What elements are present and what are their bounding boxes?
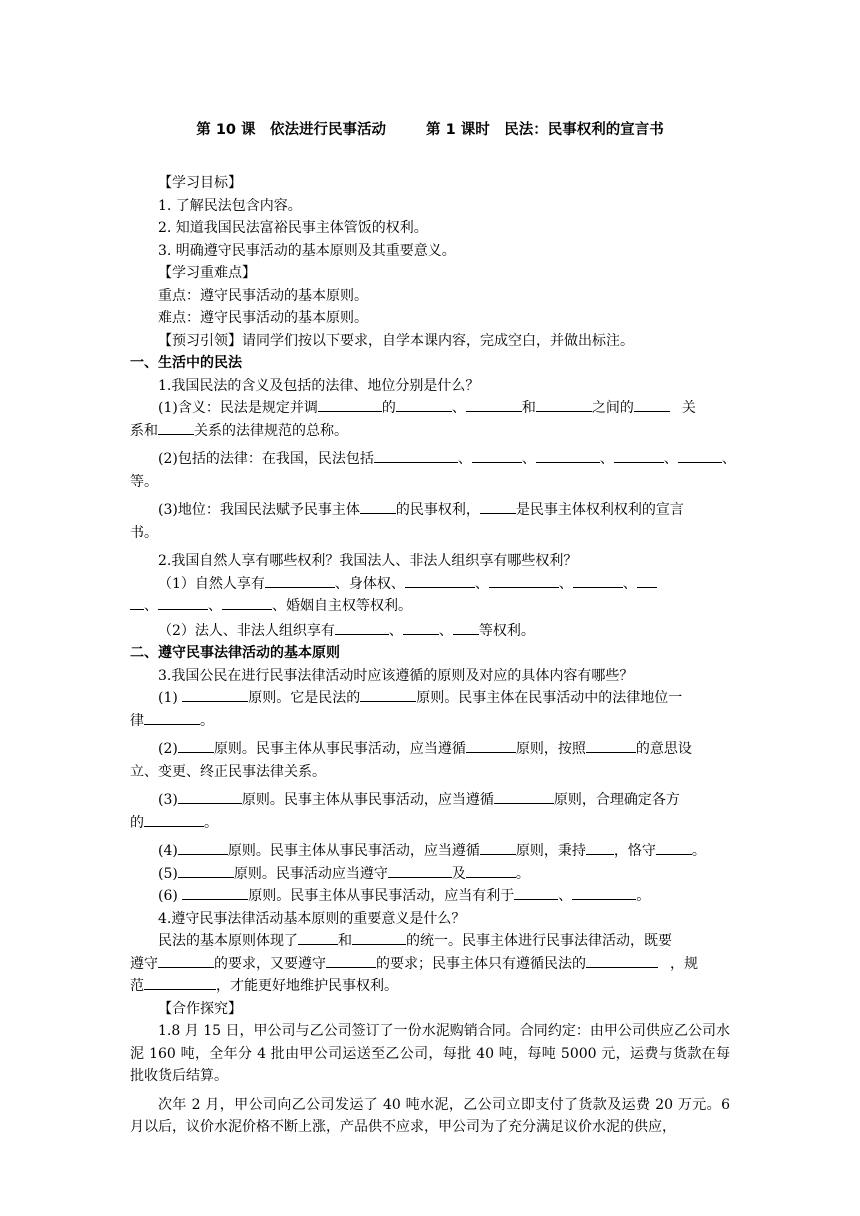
blank[interactable] [480,499,516,514]
blank[interactable] [318,397,382,412]
blank[interactable] [182,885,248,900]
blank[interactable] [352,930,406,945]
fill-line: 系和 关系的法律规范的总称。 [130,420,730,443]
period-name: 第 1 课时 民法：民事权利的宣言书 [426,122,664,138]
fill-line: （2）法人、非法人组织享有 、 、 等权利。 [130,620,730,643]
fill-line: 遵守 的要求，又要遵守 的要求；民事主体只有遵循民法的 ，规 [130,953,730,976]
blank[interactable] [178,738,214,753]
fill-line: (3) 原则。民事主体从事民事活动，应当遵循 原则，合理确定各方 [130,789,730,812]
blank[interactable] [514,885,558,900]
blank[interactable] [489,573,559,588]
fill-line: (2) 原则。民事主体从事民事活动，应当遵循 原则，按照 的意思设 [130,738,730,761]
blank[interactable] [634,397,670,412]
blank[interactable] [472,448,522,463]
lesson-name: 第 10 课 依法进行民事活动 [196,122,387,138]
fill-line: 律 。 [130,710,730,733]
blank[interactable] [158,595,208,610]
fill-line: 、 、 、婚姻自主权等权利。 [130,595,730,618]
blank[interactable] [405,573,475,588]
question: 3.我国公民在进行民事法律活动时应该遵循的原则及对应的具体内容有哪些？ [158,667,634,684]
fill-line: （1）自然人享有 、身体权、 、 、 、 [130,573,730,596]
blank[interactable] [466,863,516,878]
blank[interactable] [536,397,592,412]
blank[interactable] [144,812,204,827]
question: 2.我国自然人享有哪些权利？我国法人、非法人组织享有哪些权利？ [158,553,578,569]
difficult-point: 难点：遵守民事活动的基本原则。 [158,310,368,326]
goal-item: 2. 知道我国民法富裕民事主体管饭的权利。 [158,220,428,236]
blank[interactable] [480,840,516,855]
goal-item: 1. 了解民法包含内容。 [158,197,302,214]
fill-line: 等。 [130,473,158,490]
case-paragraph: 1.8 月 15 日，甲公司与乙公司签订了一份水泥购销合同。合同约定：由甲公司供应乙公司水泥 160 吨，全年分 4 批由甲公司运送至乙公司，每批 40 吨，每吨 5000 元，运费与货款在每批收货后结算。 [130,1023,730,1084]
fill-line: (3)地位：我国民法赋予民事主体 的民事权利， 是民事主体权利权利的宣言 [130,499,730,522]
question: 4.遵守民事法律活动基本原则的重要意义是什么？ [158,910,466,927]
blank[interactable] [182,687,248,702]
lesson-title [0,118,860,139]
blank[interactable] [360,687,416,702]
blank[interactable] [326,953,376,968]
heading-goals: 【学习目标】 [158,175,242,191]
blank[interactable] [466,738,516,753]
key-point: 重点：遵守民事活动的基本原则。 [158,287,368,304]
heading-cooperation: 【合作探究】 [158,1000,242,1017]
blank[interactable] [178,789,242,804]
case-paragraph: 次年 2 月，甲公司向乙公司发运了 40 吨水泥，乙公司立即支付了货款及运费 20 万元。6 月以后，议价水泥价格不断上涨，产品供不应求，甲公司为了充分满足议价水泥的供应， [130,1096,730,1135]
fill-line: (1)含义：民法是规定并调 的 、 和 之间的 关 [130,397,730,420]
blank[interactable] [335,620,389,635]
blank[interactable] [265,573,335,588]
blank[interactable] [586,953,658,968]
blank[interactable] [396,397,452,412]
blank[interactable] [494,789,554,804]
blank[interactable] [586,738,636,753]
blank[interactable] [614,448,664,463]
blank[interactable] [453,620,479,635]
fill-line: 书。 [130,524,158,541]
blank[interactable] [466,397,522,412]
blank[interactable] [178,863,234,878]
fill-line: (1) 原则。它是民法的 原则。民事主体在民事活动中的法律地位一 [130,687,730,710]
blank[interactable] [158,953,214,968]
heading-key-points: 【学习重难点】 [158,265,256,281]
blank[interactable] [678,448,722,463]
blank[interactable] [536,448,600,463]
blank[interactable] [360,499,396,514]
goal-item: 3. 明确遵守民事活动的基本原则及其重要意义。 [158,242,456,259]
document-body [130,172,736,1139]
blank[interactable] [374,448,458,463]
blank[interactable] [178,840,228,855]
blank[interactable] [158,420,194,435]
blank[interactable] [130,595,144,610]
blank[interactable] [222,595,272,610]
fill-line: (6) 原则。民事主体从事民事活动，应当有利于 、 。 [130,885,730,908]
fill-line: (4) 原则。民事主体从事民事活动，应当遵循 原则，秉持 ，恪守 。 [130,840,730,863]
fill-line: (2)包括的法律：在我国，民法包括 、 、 、 、 、 [130,448,730,471]
blank[interactable] [298,930,338,945]
blank[interactable] [144,975,216,990]
blank[interactable] [388,863,452,878]
fill-line: 范 ，才能更好地维护民事权利。 [130,975,730,998]
fill-line: 立、变更、终正民事法律关系。 [130,763,326,780]
blank[interactable] [586,840,614,855]
blank[interactable] [144,710,200,725]
blank[interactable] [656,840,692,855]
fill-line: 的 。 [130,812,730,835]
blank[interactable] [573,573,623,588]
preview-guide: 【预习引领】请同学们按以下要求，自学本课内容，完成空白，并做出标注。 [158,332,634,349]
question: 1.我国民法的含义及包括的法律、地位分别是什么？ [158,377,480,394]
fill-line: 民法的基本原则体现了 和 的统一。民事主体进行民事法律活动，既要 [130,930,730,953]
section-heading: 二、遵守民事法律活动的基本原则 [130,645,340,661]
blank[interactable] [572,885,636,900]
section-heading: 一、生活中的民法 [130,355,242,371]
fill-line: (5) 原则。民事活动应当遵守 及 。 [130,863,730,886]
blank[interactable] [403,620,439,635]
blank[interactable] [637,573,657,588]
